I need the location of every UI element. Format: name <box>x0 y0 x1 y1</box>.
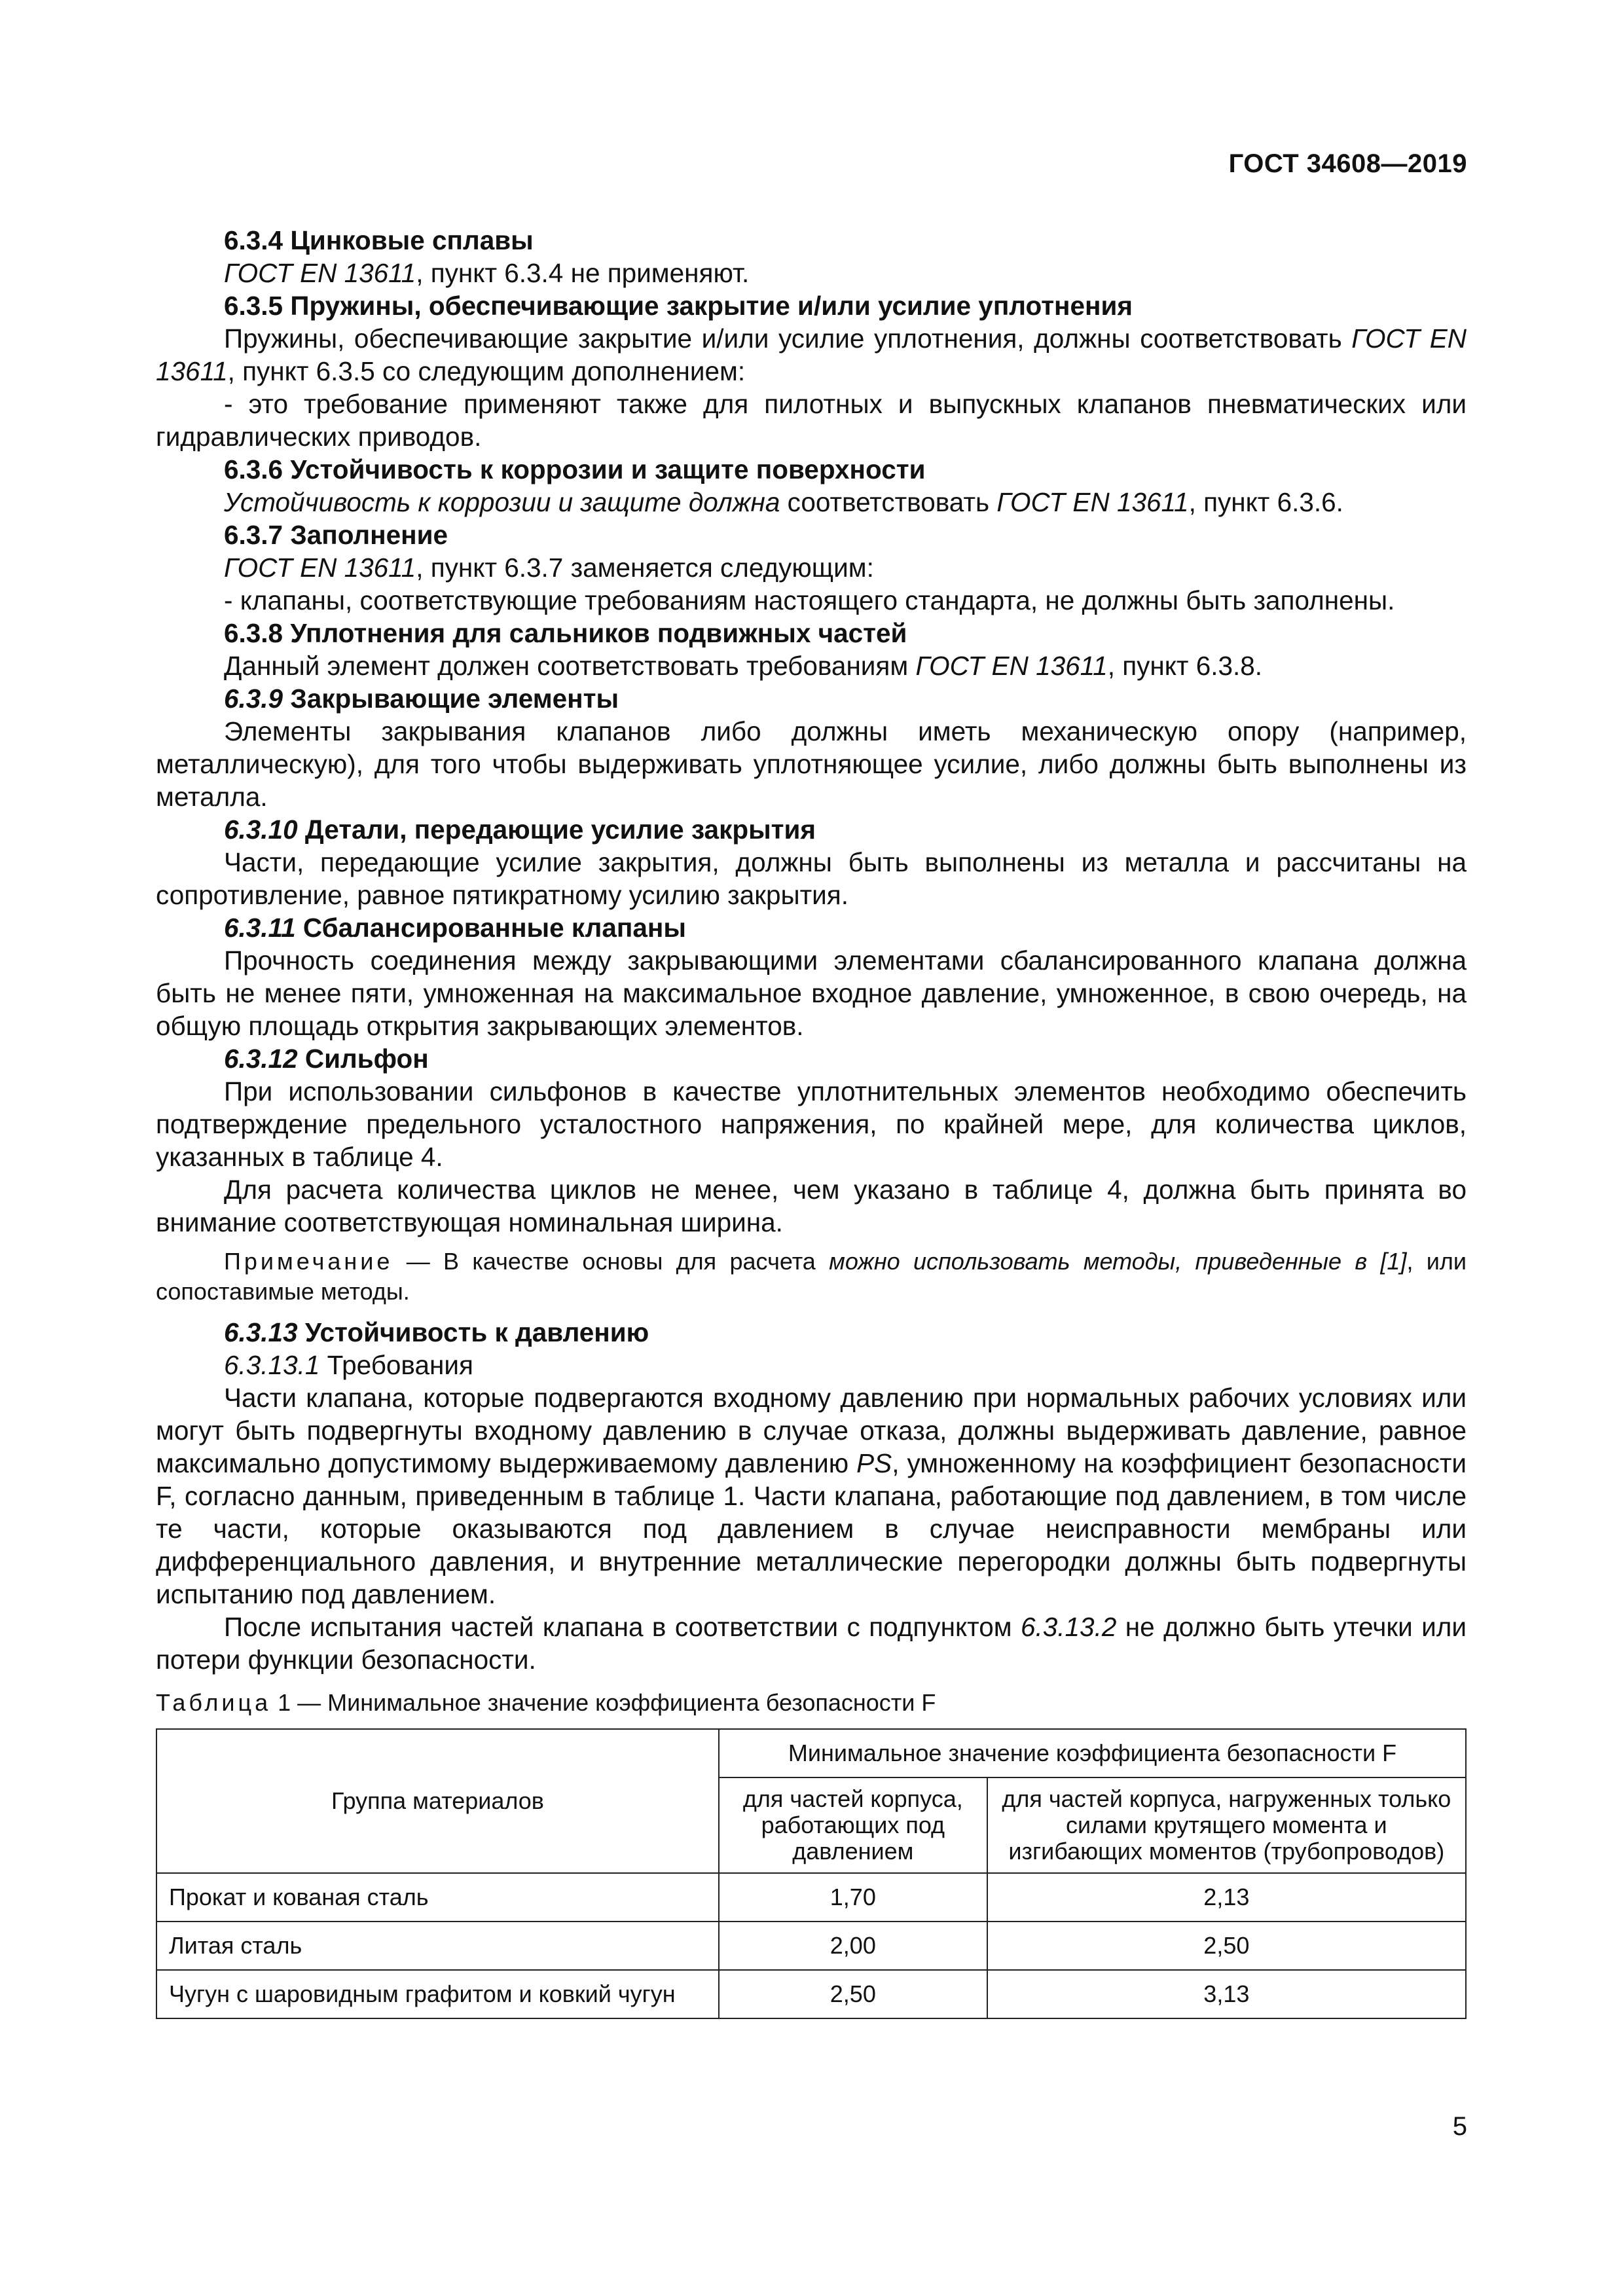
material-cell: Прокат и кованая сталь <box>156 1873 719 1922</box>
section-6-3-4-heading: 6.3.4 Цинковые сплавы <box>224 225 534 255</box>
value-b-cell: 2,50 <box>987 1922 1466 1970</box>
section-6-3-8-text: Данный элемент должен соответствовать требованиям ГОСТ EN 13611, пункт 6.3.8. <box>224 651 1263 681</box>
section-6-3-13-text-1: Части клапана, которые подвергаются входному давлению при нормальных рабочих условиях или могут быть подвергнуты входному давлению в случае отказа, должны выдерживать давление, равное максимально допустимому выдерживаемому давлению PS, умноженному на коэффициент безопасности F, согласно данным, приведенным в таблице 1. Части клапана, работающие под давлением, в том числе те части, которые оказываются под давлением в случае неисправности мембраны или дифференциального давления, и внутренние металлические перегородки должны быть подвергнуты испытанию под давлением. <box>156 1383 1467 1609</box>
note: Примечание — В качестве основы для расчета можно использовать методы, приведенные в [1], или сопоставимые методы. <box>156 1248 1467 1305</box>
section-6-3-6-heading: 6.3.6 Устойчивость к коррозии и защите поверхности <box>224 454 926 484</box>
body-text <box>156 224 1467 1676</box>
section-6-3-7-item: - клапаны, соответствующие требованиям настоящего стандарта, не должны быть заполнены. <box>224 585 1395 615</box>
section-6-3-9-text: Элементы закрывания клапанов либо должны иметь механическую опору (например, металлическую), для того чтобы выдерживать уплотняющее усилие, либо должны быть выполнены из металла. <box>156 716 1467 812</box>
section-6-3-7-heading: 6.3.7 Заполнение <box>224 520 448 550</box>
section-6-3-7-text: ГОСТ EN 13611, пункт 6.3.7 заменяется следующим: <box>224 553 874 583</box>
document-id: ГОСТ 34608—2019 <box>1228 149 1467 178</box>
safety-factor-table <box>156 1728 1467 2019</box>
header-torque-parts: для частей корпуса, нагруженных только силами крутящего момента и изгибающих моментов (трубопроводов) <box>987 1777 1466 1873</box>
value-a-cell: 2,50 <box>719 1970 987 2018</box>
section-6-3-13-heading: 6.3.13 Устойчивость к давлению <box>224 1317 649 1347</box>
value-b-cell: 3,13 <box>987 1970 1466 2018</box>
section-6-3-10-heading: 6.3.10 Детали, передающие усилие закрытия <box>224 814 816 845</box>
material-cell: Чугун с шаровидным графитом и ковкий чугун <box>156 1970 719 2018</box>
section-6-3-6-text: Устойчивость к коррозии и защите должна соответствовать ГОСТ EN 13611, пункт 6.3.6. <box>224 487 1343 517</box>
page-number: 5 <box>1452 2112 1467 2141</box>
value-a-cell: 2,00 <box>719 1922 987 1970</box>
table-row <box>156 1970 1466 2018</box>
section-6-3-12-text-2: Для расчета количества циклов не менее, чем указано в таблице 4, должна быть принята во внимание соответствующая номинальная ширина. <box>156 1175 1467 1237</box>
section-6-3-10-text: Части, передающие усилие закрытия, должны быть выполнены из металла и рассчитаны на сопротивление, равное пятикратному усилию закрытия. <box>156 847 1467 910</box>
section-6-3-11-text: Прочность соединения между закрывающими элементами сбалансированного клапана должна быть не менее пяти, умноженная на максимальное входное давление, умноженное, в свою очередь, на общую площадь открытия закрывающих элементов. <box>156 945 1467 1041</box>
section-6-3-13-1-heading: 6.3.13.1 Требования <box>224 1350 473 1380</box>
material-cell: Литая сталь <box>156 1922 719 1970</box>
section-6-3-13-text-2: После испытания частей клапана в соответствии с подпунктом 6.3.13.2 не должно быть утечки или потери функции безопасности. <box>156 1612 1467 1675</box>
section-6-3-4-text: ГОСТ EN 13611, пункт 6.3.4 не применяют. <box>224 258 750 288</box>
section-6-3-9-heading: 6.3.9 Закрывающие элементы <box>224 683 619 714</box>
section-6-3-12-text-1: При использовании сильфонов в качестве уплотнительных элементов необходимо обеспечить подтверждение предельного усталостного напряжения, по крайней мере, для количества циклов, указанных в таблице 4. <box>156 1076 1467 1172</box>
table-row <box>156 1922 1466 1970</box>
section-6-3-8-heading: 6.3.8 Уплотнения для сальников подвижных частей <box>224 618 907 648</box>
section-6-3-11-heading: 6.3.11 Сбалансированные клапаны <box>224 913 686 943</box>
value-a-cell: 1,70 <box>719 1873 987 1922</box>
header-pressure-parts: для частей корпуса, работающих под давлением <box>719 1777 987 1873</box>
section-6-3-5-item: - это требование применяют также для пилотных и выпускных клапанов пневматических или гидравлических приводов. <box>156 389 1467 452</box>
table-row <box>156 1873 1466 1922</box>
header-safety-factor: Минимальное значение коэффициента безопасности F <box>719 1729 1466 1777</box>
section-6-3-5-text: Пружины, обеспечивающие закрытие и/или усилие уплотнения, должны соответствовать ГОСТ EN 13611, пункт 6.3.5 со следующим дополнением: <box>156 323 1467 386</box>
table-caption: Таблица 1 — Минимальное значение коэффициента безопасности F <box>156 1689 936 1716</box>
value-b-cell: 2,13 <box>987 1873 1466 1922</box>
header-material-group: Группа материалов <box>156 1729 719 1873</box>
section-6-3-12-heading: 6.3.12 Сильфон <box>224 1044 429 1074</box>
section-6-3-5-heading: 6.3.5 Пружины, обеспечивающие закрытие и/или усилие уплотнения <box>224 291 1133 321</box>
